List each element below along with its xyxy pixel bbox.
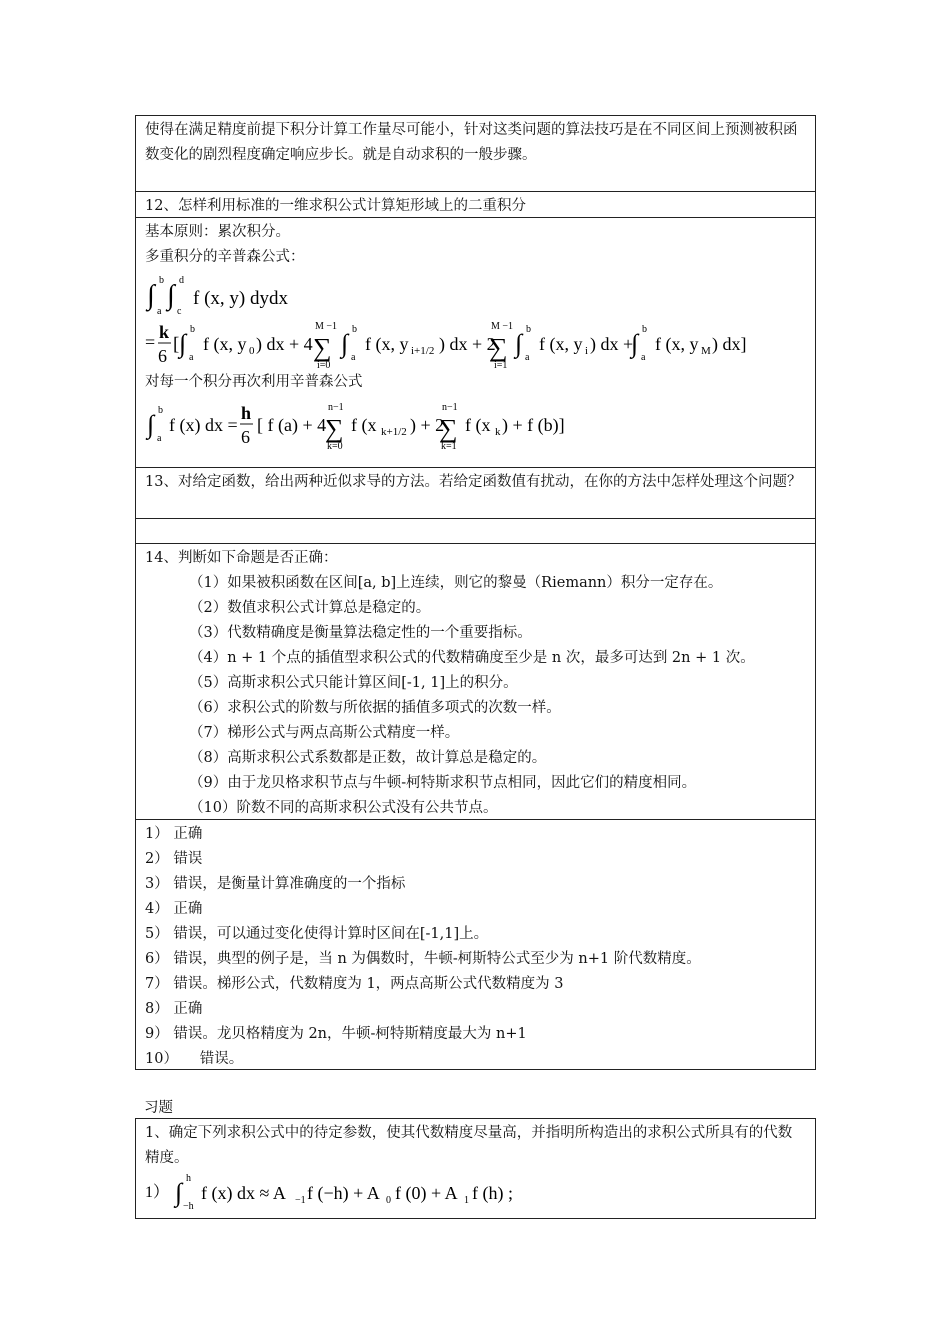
svg-text:−h: −h — [183, 1201, 194, 1212]
svg-text:) dx + 2: ) dx + 2 — [439, 334, 496, 354]
svg-text:=: = — [145, 332, 156, 352]
svg-text:a: a — [157, 433, 162, 444]
basic-principle: 基本原则：累次积分。 — [145, 224, 290, 240]
svg-text:∫: ∫ — [341, 329, 349, 358]
svg-text:b: b — [158, 405, 163, 416]
svg-text:[ f (a) + 4: [ f (a) + 4 — [257, 415, 327, 435]
statement-5: （5）高斯求积公式只能计算区间[-1, 1]上的积分。 — [189, 675, 518, 691]
svg-text:d: d — [179, 275, 184, 286]
simpson-single-svg — [145, 395, 605, 457]
svg-text:∫: ∫ — [179, 329, 187, 358]
question-13: 13、对给定函数，给出两种近似求导的方法。若给定函数值有扰动，在你的方法中怎样处理这个问题？ — [145, 474, 802, 490]
svg-text:k: k — [495, 426, 501, 438]
svg-text:f (x, y: f (x, y — [203, 334, 247, 354]
svg-text:6: 6 — [158, 346, 167, 366]
svg-text:a: a — [351, 352, 356, 363]
q13-cell — [136, 467, 815, 518]
exercise-1-svg — [145, 1171, 565, 1211]
statement-10: （10）阶数不同的高斯求积公式没有公共节点。 — [189, 800, 498, 816]
svg-text:∫: ∫ — [631, 329, 639, 358]
svg-text:0: 0 — [249, 345, 255, 357]
svg-text:a: a — [641, 352, 646, 363]
answer-7: 7） 错误。梯形公式，代数精度为 1，两点高斯公式代数精度为 3 — [145, 976, 564, 992]
svg-text:f (−h) + A: f (−h) + A — [307, 1183, 380, 1203]
adaptive-paragraph-cell — [136, 116, 815, 191]
answers-table — [135, 115, 816, 1070]
svg-text:M −1: M −1 — [491, 321, 514, 332]
answer-10: 10） 错误。 — [145, 1051, 244, 1067]
svg-text:b: b — [352, 324, 357, 335]
svg-text:i=0: i=0 — [317, 360, 331, 371]
svg-text:) dx +: ) dx + — [590, 334, 634, 354]
svg-text:f (0) + A: f (0) + A — [395, 1183, 458, 1203]
answer-8: 8） 正确 — [145, 1001, 203, 1017]
svg-text:k+1/2: k+1/2 — [381, 426, 407, 438]
svg-text:n−1: n−1 — [328, 402, 344, 413]
answer-1: 1） 正确 — [145, 826, 203, 842]
svg-text:∫: ∫ — [147, 410, 155, 439]
simpson-again-text: 对每一个积分再次利用辛普森公式 — [145, 374, 363, 390]
svg-text:i+1/2: i+1/2 — [411, 345, 435, 357]
statement-2: （2）数值求积公式计算总是稳定的。 — [189, 600, 431, 616]
answer-6: 6） 错误，典型的例子是，当 n 为偶数时，牛顿-柯斯特公式至少为 n+1 阶代数精度。 — [145, 951, 701, 967]
exercises-title: 习题 — [144, 1100, 173, 1116]
svg-text:1: 1 — [464, 1195, 469, 1206]
svg-text:∑: ∑ — [325, 414, 344, 443]
svg-text:b: b — [159, 275, 164, 286]
statement-9: （9）由于龙贝格求积节点与牛顿-柯特斯求积节点相同，因此它们的精度相同。 — [189, 775, 697, 791]
svg-text:) + 2: ) + 2 — [410, 415, 445, 435]
svg-text:a: a — [189, 352, 194, 363]
svg-text:b: b — [642, 324, 647, 335]
q12-answer-cell — [136, 217, 815, 467]
answer-4: 4） 正确 — [145, 901, 203, 917]
svg-text:[: [ — [173, 334, 180, 355]
svg-text:a: a — [525, 352, 530, 363]
answer-9: 9） 错误。龙贝格精度为 2n，牛顿-柯特斯精度最大为 n+1 — [145, 1026, 527, 1042]
svg-text:∫: ∫ — [515, 329, 523, 358]
svg-text:h: h — [241, 403, 252, 423]
svg-text:n−1: n−1 — [442, 402, 458, 413]
answer-2: 2） 错误 — [145, 851, 203, 867]
statement-3: （3）代数精确度是衡量算法稳定性的一个重要指标。 — [189, 625, 532, 641]
exercise-1-text: 1、确定下列求积公式中的待定参数，使其代数精度尽量高，并指明所构造出的求积公式所具有的代数精度。 — [145, 1125, 793, 1166]
svg-text:f (x) dx ≈ A: f (x) dx ≈ A — [201, 1183, 286, 1203]
statement-6: （6）求积公式的阶数与所依据的插值多项式的次数一样。 — [189, 700, 561, 716]
q12-cell — [136, 191, 815, 217]
svg-text:) dx]: ) dx] — [712, 334, 747, 354]
answer-5: 5） 错误，可以通过变化使得计算时区间在[-1,1]上。 — [145, 926, 489, 942]
svg-text:f (x) dx =: f (x) dx = — [169, 415, 238, 435]
svg-text:∑: ∑ — [489, 333, 508, 362]
svg-text:) dx + 4: ) dx + 4 — [256, 334, 313, 354]
svg-text:f (h) ;: f (h) ; — [472, 1183, 513, 1203]
exercise-1-cell — [136, 1119, 815, 1218]
svg-text:h: h — [186, 1173, 191, 1184]
exercise-item-label: 1） — [145, 1184, 170, 1201]
svg-text:M −1: M −1 — [315, 321, 338, 332]
svg-text:f (x, y: f (x, y — [655, 334, 699, 354]
statement-7: （7）梯形公式与两点高斯公式精度一样。 — [189, 725, 460, 741]
simpson-multi-formula — [145, 318, 806, 370]
statement-4: （4）n + 1 个点的插值型求积公式的代数精确度至少是 n 次，最多可达到 2n + 1 次。 — [189, 650, 755, 666]
svg-text:∑: ∑ — [439, 414, 458, 443]
exercises-table — [135, 1118, 816, 1219]
q14-cell — [136, 543, 815, 819]
question-14: 14、判断如下命题是否正确： — [145, 550, 338, 566]
svg-text:∫: ∫ — [147, 280, 155, 311]
statement-1: （1）如果被积函数在区间[a, b]上连续，则它的黎曼（Riemann）积分一定存在。 — [189, 575, 723, 591]
exercise-1-formula — [145, 1171, 806, 1211]
svg-text:) + f (b)]: ) + f (b)] — [502, 415, 565, 435]
svg-text:0: 0 — [386, 1195, 391, 1206]
statement-8: （8）高斯求积公式系数都是正数，故计算总是稳定的。 — [189, 750, 547, 766]
svg-text:∫: ∫ — [167, 280, 175, 311]
q13-answer-cell — [136, 518, 815, 543]
svg-text:b: b — [190, 324, 195, 335]
svg-text:k=1: k=1 — [441, 441, 457, 452]
q14-answers-cell — [136, 819, 815, 1069]
svg-text:i: i — [585, 345, 589, 357]
answer-3: 3） 错误，是衡量计算准确度的一个指标 — [145, 876, 406, 892]
svg-text:c: c — [177, 306, 182, 317]
svg-text:f (x, y: f (x, y — [539, 334, 583, 354]
simpson-single-formula — [145, 395, 806, 457]
double-integral-formula — [145, 270, 806, 318]
svg-text:f (x: f (x — [465, 415, 491, 435]
svg-text:f (x, y: f (x, y — [365, 334, 409, 354]
svg-text:k: k — [159, 322, 170, 342]
svg-text:b: b — [526, 324, 531, 335]
simpson-multi-heading: 多重积分的辛普森公式： — [145, 249, 305, 265]
svg-text:−1: −1 — [295, 1195, 306, 1206]
double-integral-svg — [145, 270, 445, 318]
svg-text:k=0: k=0 — [327, 441, 343, 452]
svg-text:∫: ∫ — [175, 1178, 183, 1207]
svg-text:i=1: i=1 — [494, 360, 508, 371]
svg-text:6: 6 — [241, 427, 250, 447]
svg-text:f (x: f (x — [351, 415, 377, 435]
question-12: 12、怎样利用标准的一维求积公式计算矩形域上的二重积分 — [145, 198, 526, 214]
adaptive-paragraph: 使得在满足精度前提下积分计算工作量尽可能小，针对这类问题的算法技巧是在不同区间上预测被积函数变化的剧烈程度确定响应步长。就是自动求积的一般步骤。 — [145, 122, 798, 163]
svg-text:a: a — [157, 306, 162, 317]
svg-text:f (x, y) dydx: f (x, y) dydx — [193, 288, 288, 309]
svg-text:M: M — [701, 345, 711, 357]
simpson-multi-svg — [145, 318, 805, 370]
svg-text:∑: ∑ — [313, 333, 332, 362]
